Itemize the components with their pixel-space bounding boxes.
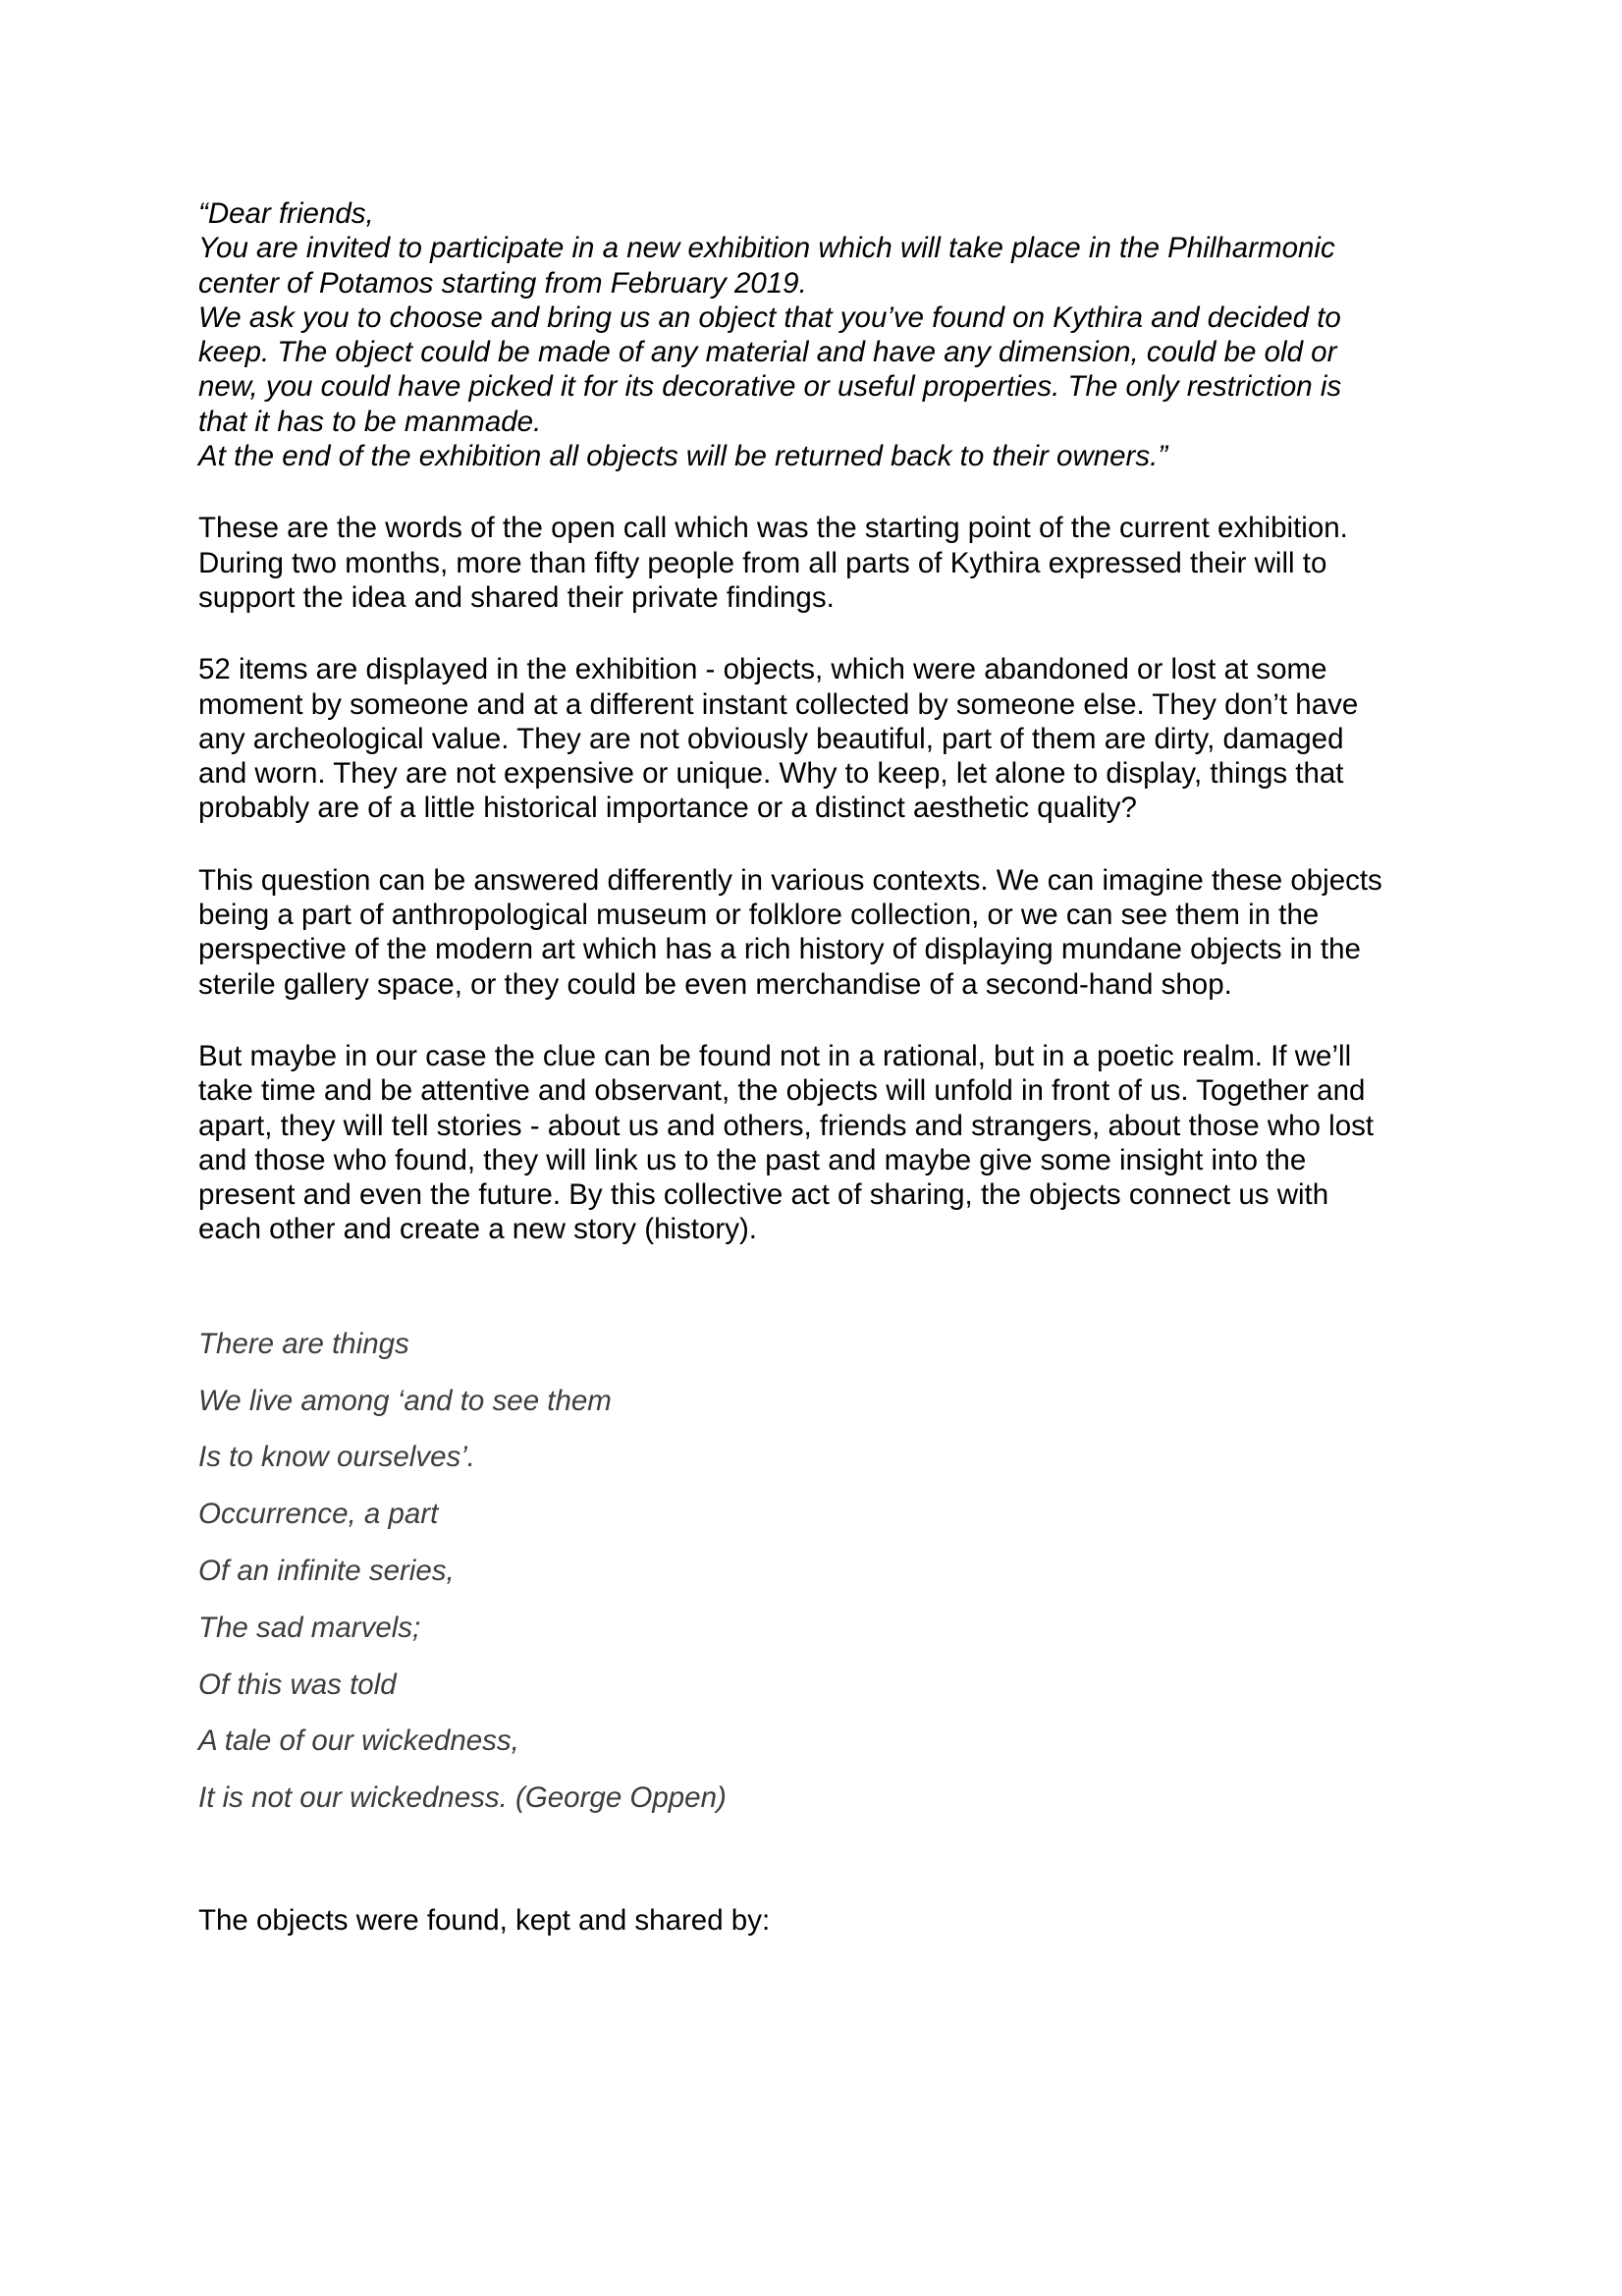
paragraph-line: sterile gallery space, or they could be even merchandise of a second-hand shop. [198, 967, 1232, 1001]
paragraph-line: each other and create a new story (history). [198, 1213, 757, 1246]
open-call-letter [198, 196, 1475, 473]
letter-line: that it has to be manmade. [198, 405, 542, 438]
poem-line: The sad marvels; [198, 1611, 421, 1644]
paragraph-line: apart, they will tell stories - about us and others, friends and strangers, about those who lost [198, 1109, 1375, 1142]
document-page [198, 196, 1475, 1938]
poem-line: A tale of our wickedness, [198, 1724, 519, 1758]
letter-line: At the end of the exhibition all objects will be returned back to their owners.” [198, 440, 1168, 473]
paragraph-line: being a part of anthropological museum or folklore collection, or we can see them in the [198, 899, 1320, 932]
letter-line: “Dear friends, [198, 197, 374, 230]
letter-line: new, you could have picked it for its decorative or useful properties. The only restriction is [198, 370, 1342, 404]
paragraph-poetic-realm [198, 1039, 1475, 1247]
closing-statement [198, 1903, 1475, 1938]
paragraph-line: 52 items are displayed in the exhibition - objects, which were abandoned or lost at some [198, 653, 1327, 686]
poem-line: Of an infinite series, [198, 1554, 455, 1587]
poem-line: Of this was told [198, 1667, 397, 1701]
paragraph-open-call-intro [198, 511, 1475, 615]
paragraph-line: any archeological value. They are not obviously beautiful, part of them are dirty, damaged [198, 722, 1344, 755]
poem-line: It is not our wickedness. (George Oppen) [198, 1781, 727, 1815]
paragraph-gap [198, 1002, 1475, 1039]
letter-line: We ask you to choose and bring us an object that you’ve found on Kythira and decided to [198, 301, 1341, 334]
paragraph-line: During two months, more than fifty people from all parts of Kythira expressed their will to [198, 546, 1327, 579]
paragraph-line: support the idea and shared their private findings. [198, 580, 835, 614]
paragraph-items-description [198, 652, 1475, 825]
paragraph-line: perspective of the modern art which has a rich history of displaying mundane objects in the [198, 933, 1361, 966]
letter-line: You are invited to participate in a new exhibition which will take place in the Philharmonic [198, 232, 1335, 265]
paragraph-line: take time and be attentive and observant, the objects will unfold in front of us. Together and [198, 1074, 1366, 1108]
letter-line: center of Potamos starting from February 2019. [198, 266, 807, 300]
poem-line: Occurrence, a part [198, 1498, 439, 1531]
paragraph-line: probably are of a little historical importance or a distinct aesthetic quality? [198, 792, 1137, 825]
paragraph-gap [198, 473, 1475, 511]
poem-line: Is to know ourselves’. [198, 1441, 476, 1474]
paragraph-line: These are the words of the open call which was the starting point of the current exhibition. [198, 512, 1348, 545]
closing-line: The objects were found, kept and shared by: [198, 1903, 771, 1937]
paragraph-line: present and even the future. By this collective act of sharing, the objects connect us with [198, 1178, 1329, 1212]
paragraph-line: and those who found, they will link us to the past and maybe give some insight into the [198, 1143, 1307, 1176]
poem-line: We live among ‘and to see them [198, 1384, 612, 1417]
paragraph-gap [198, 615, 1475, 652]
letter-line: keep. The object could be made of any material and have any dimension, could be old or [198, 336, 1337, 369]
paragraph-line: But maybe in our case the clue can be found not in a rational, but in a poetic realm. If we’ll [198, 1039, 1352, 1072]
paragraph-line: moment by someone and at a different instant collected by someone else. They don’t have [198, 687, 1359, 721]
paragraph-line: and worn. They are not expensive or unique. Why to keep, let alone to display, things that [198, 757, 1344, 791]
paragraph-line: This question can be answered differently in various contexts. We can imagine these objects [198, 863, 1382, 897]
paragraph-contexts [198, 863, 1475, 1002]
poem-quote [198, 1316, 1475, 1827]
poem-line: There are things [198, 1327, 409, 1360]
paragraph-gap [198, 826, 1475, 863]
